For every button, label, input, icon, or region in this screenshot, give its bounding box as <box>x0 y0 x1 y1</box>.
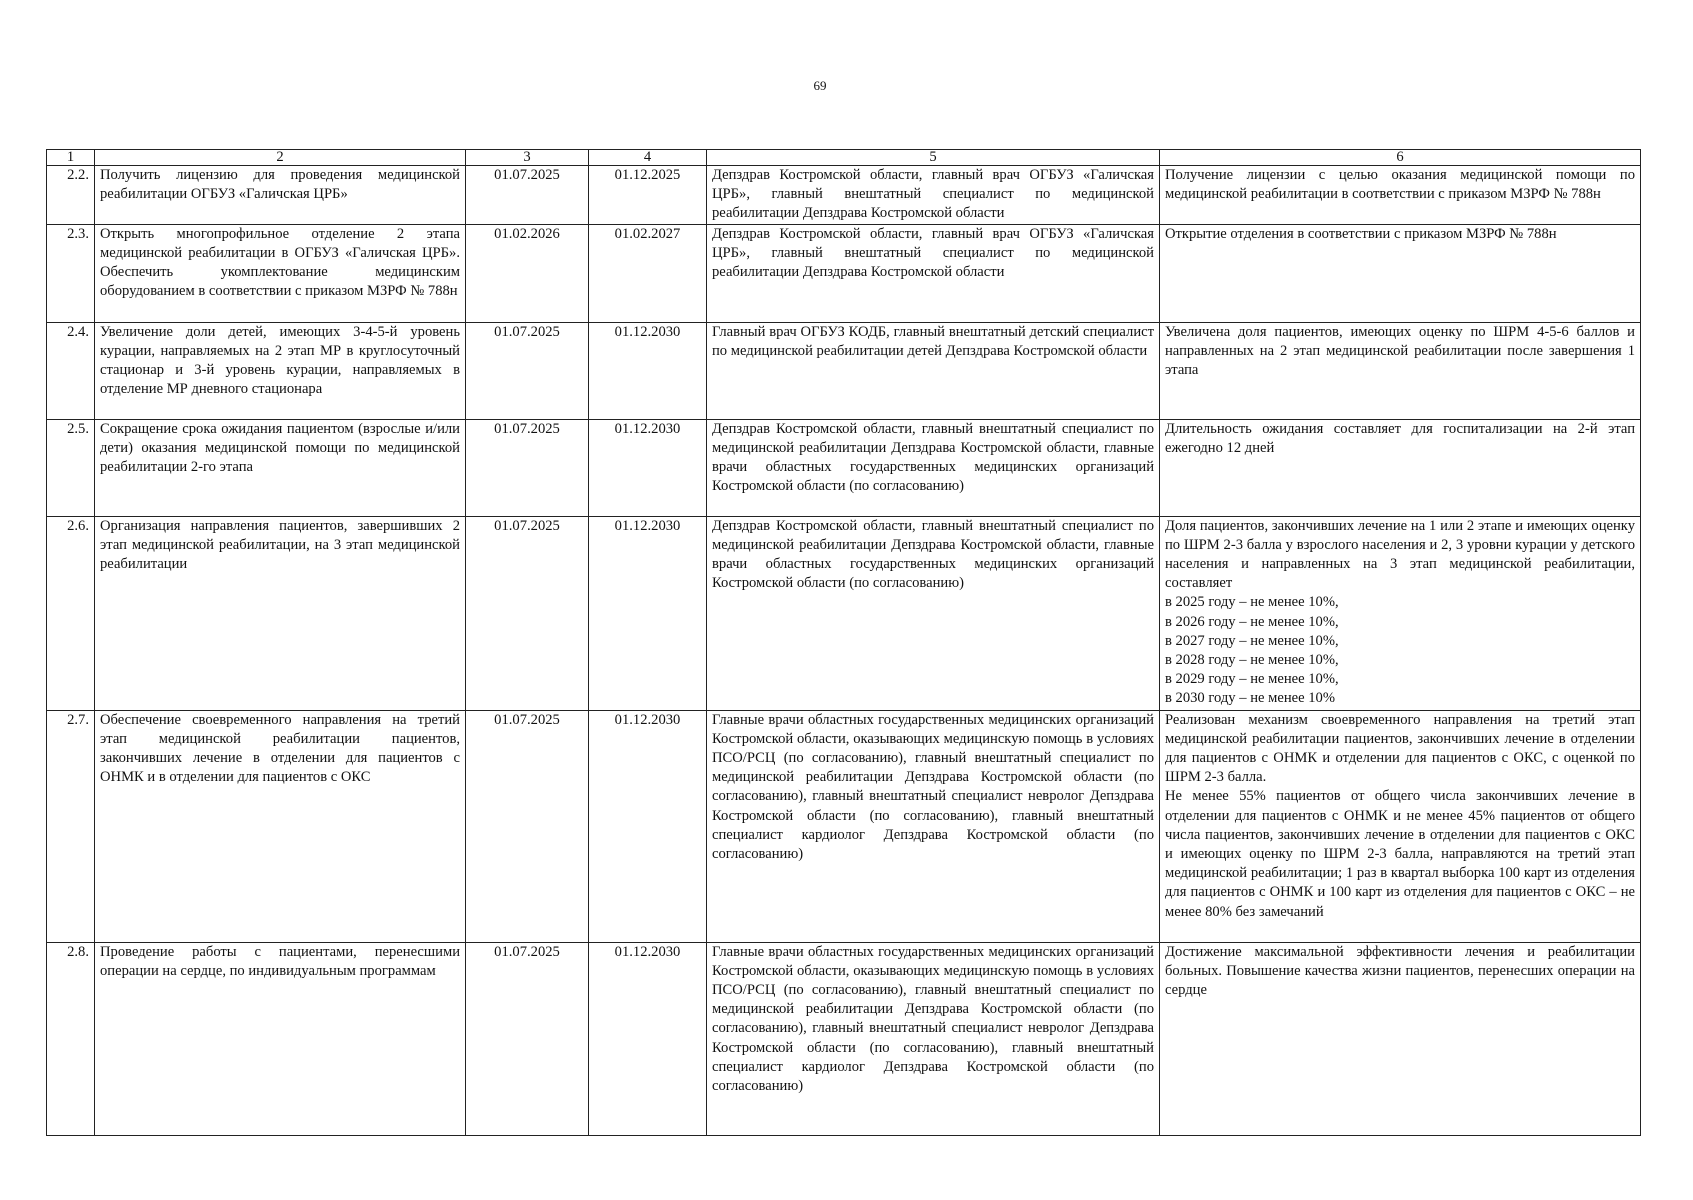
column-header: 5 <box>707 150 1160 166</box>
row-number: 2.7. <box>47 710 95 942</box>
responsible-cell: Главные врачи областных государственных медицинских организаций Костромской области, оказывающих медицинскую помощь в условиях ПСО/РСЦ (по согласованию), главный внештатный специалист по медицинской реабилитации Депздрава Костромской области (по согласованию), главный внештатный специалист невролог Депздрава Костромской области (по согласованию), главный внештатный специалист кардиолог Депздрава Костромской области (по согласованию) <box>707 942 1160 1135</box>
responsible-cell: Главный врач ОГБУЗ КОДБ, главный внештатный детский специалист по медицинской реабилитации детей Депздрава Костромской области <box>707 322 1160 419</box>
table-row <box>47 942 1641 1135</box>
result-line: в 2028 году – не менее 10%, <box>1165 652 1339 669</box>
plan-table <box>46 149 1641 1136</box>
table-row <box>47 322 1641 419</box>
result-cell <box>1160 516 1641 710</box>
result-text: Реализован механизм своевременного направления на третий этап медицинской реабилитации пациентов, закончивших лечение в отделении для пациентов с ОНМК и отделении для пациентов с ОКС, с оценкой по ШРМ 2-3 балла. <box>1165 711 1635 786</box>
result-text: Доля пациентов, закончивших лечение на 1 или 2 этапе и имеющих оценку по ШРМ 2-3 балла у взрослого населения и 2, 3 уровни курации у детского населения и направленных на 3 этап медицинской реабилитации, составляет <box>1165 517 1635 592</box>
end-date: 01.12.2030 <box>589 516 707 710</box>
row-number: 2.6. <box>47 516 95 710</box>
task-cell: Организация направления пациентов, завершивших 2 этап медицинской реабилитации, на 3 этап медицинской реабилитации <box>95 516 466 710</box>
table-row <box>47 419 1641 516</box>
end-date: 01.12.2030 <box>589 322 707 419</box>
row-number: 2.8. <box>47 942 95 1135</box>
responsible-cell: Депздрав Костромской области, главный внештатный специалист по медицинской реабилитации Депздрава Костромской области, главные врачи областных государственных медицинских организаций Костромской области (по согласованию) <box>707 516 1160 710</box>
start-date: 01.07.2025 <box>466 516 589 710</box>
task-cell: Открыть многопрофильное отделение 2 этапа медицинской реабилитации в ОГБУЗ «Галичская ЦРБ». Обеспечить укомплектование медицинским оборудованием в соответствии с приказом МЗРФ № 788н <box>95 224 466 322</box>
column-header: 6 <box>1160 150 1641 166</box>
end-date: 01.12.2025 <box>589 166 707 225</box>
table-row <box>47 710 1641 942</box>
column-header: 2 <box>95 150 466 166</box>
result-text: Не менее 55% пациентов от общего числа закончивших лечение в отделении для пациентов с ОНМК и не менее 45% пациентов от общего числа пациентов, закончивших лечение в отделении для пациентов с ОКС и имеющих оценку по ШРМ 2-3 балла, направляются на третий этап медицинской реабилитации; 1 раз в квартал выборка 100 карт из отделения для пациентов с ОНМК и 100 карт из отделения для пациентов с ОКС – не менее 80% без замечаний <box>1165 788 1635 920</box>
task-cell: Обеспечение своевременного направления на третий этап медицинской реабилитации пациентов, закончивших лечение в отделении для пациентов с ОНМК и в отделении для пациентов с ОКС <box>95 710 466 942</box>
column-header: 3 <box>466 150 589 166</box>
start-date: 01.07.2025 <box>466 419 589 516</box>
end-date: 01.02.2027 <box>589 224 707 322</box>
row-number: 2.4. <box>47 322 95 419</box>
result-cell: Достижение максимальной эффективности лечения и реабилитации больных. Повышение качества жизни пациентов, перенесших операции на сердце <box>1160 942 1641 1135</box>
start-date: 01.07.2025 <box>466 942 589 1135</box>
responsible-cell: Депздрав Костромской области, главный внештатный специалист по медицинской реабилитации Депздрава Костромской области, главные врачи областных государственных медицинских организаций Костромской области (по согласованию) <box>707 419 1160 516</box>
start-date: 01.02.2026 <box>466 224 589 322</box>
row-number: 2.5. <box>47 419 95 516</box>
end-date: 01.12.2030 <box>589 942 707 1135</box>
start-date: 01.07.2025 <box>466 166 589 225</box>
result-cell: Получение лицензии с целью оказания медицинской помощи по медицинской реабилитации в соответствии с приказом МЗРФ № 788н <box>1160 166 1641 225</box>
result-cell: Увеличена доля пациентов, имеющих оценку по ШРМ 4-5-6 баллов и направленных на 2 этап медицинской реабилитации после завершения 1 этапа <box>1160 322 1641 419</box>
row-number: 2.2. <box>47 166 95 225</box>
result-line: в 2025 году – не менее 10%, <box>1165 594 1339 611</box>
responsible-cell: Депздрав Костромской области, главный врач ОГБУЗ «Галичская ЦРБ», главный внештатный специалист по медицинской реабилитации Депздрава Костромской области <box>707 166 1160 225</box>
table-row <box>47 166 1641 225</box>
task-cell: Увеличение доли детей, имеющих 3-4-5-й уровень курации, направляемых на 2 этап МР в круглосуточный стационар и 3-й уровень курации, направляемых в отделение МР дневного стационара <box>95 322 466 419</box>
result-line: в 2026 году – не менее 10%, <box>1165 613 1339 630</box>
table-row <box>47 516 1641 710</box>
start-date: 01.07.2025 <box>466 322 589 419</box>
task-cell: Получить лицензию для проведения медицинской реабилитации ОГБУЗ «Галичская ЦРБ» <box>95 166 466 225</box>
result-cell <box>1160 710 1641 942</box>
result-line: в 2029 году – не менее 10%, <box>1165 671 1339 688</box>
column-header: 1 <box>47 150 95 166</box>
column-header: 4 <box>589 150 707 166</box>
task-cell: Проведение работы с пациентами, перенесшими операции на сердце, по индивидуальным программам <box>95 942 466 1135</box>
page-number: 69 <box>813 78 827 93</box>
end-date: 01.12.2030 <box>589 419 707 516</box>
table-header-row <box>47 150 1641 166</box>
responsible-cell: Главные врачи областных государственных медицинских организаций Костромской области, оказывающих медицинскую помощь в условиях ПСО/РСЦ (по согласованию), главный внештатный специалист по медицинской реабилитации Депздрава Костромской области (по согласованию), главный внештатный специалист невролог Депздрава Костромской области (по согласованию), главный внештатный специалист кардиолог Депздрава Костромской области (по согласованию) <box>707 710 1160 942</box>
task-cell: Сокращение срока ожидания пациентом (взрослые и/или дети) оказания медицинской помощи по медицинской реабилитации 2-го этапа <box>95 419 466 516</box>
table-row <box>47 224 1641 322</box>
row-number: 2.3. <box>47 224 95 322</box>
end-date: 01.12.2030 <box>589 710 707 942</box>
result-cell: Открытие отделения в соответствии с приказом МЗРФ № 788н <box>1160 224 1641 322</box>
result-cell: Длительность ожидания составляет для госпитализации на 2-й этап ежегодно 12 дней <box>1160 419 1641 516</box>
result-line: в 2027 году – не менее 10%, <box>1165 632 1339 649</box>
result-line: в 2030 году – не менее 10% <box>1165 690 1336 707</box>
start-date: 01.07.2025 <box>466 710 589 942</box>
responsible-cell: Депздрав Костромской области, главный врач ОГБУЗ «Галичская ЦРБ», главный внештатный специалист по медицинской реабилитации Депздрава Костромской области <box>707 224 1160 322</box>
